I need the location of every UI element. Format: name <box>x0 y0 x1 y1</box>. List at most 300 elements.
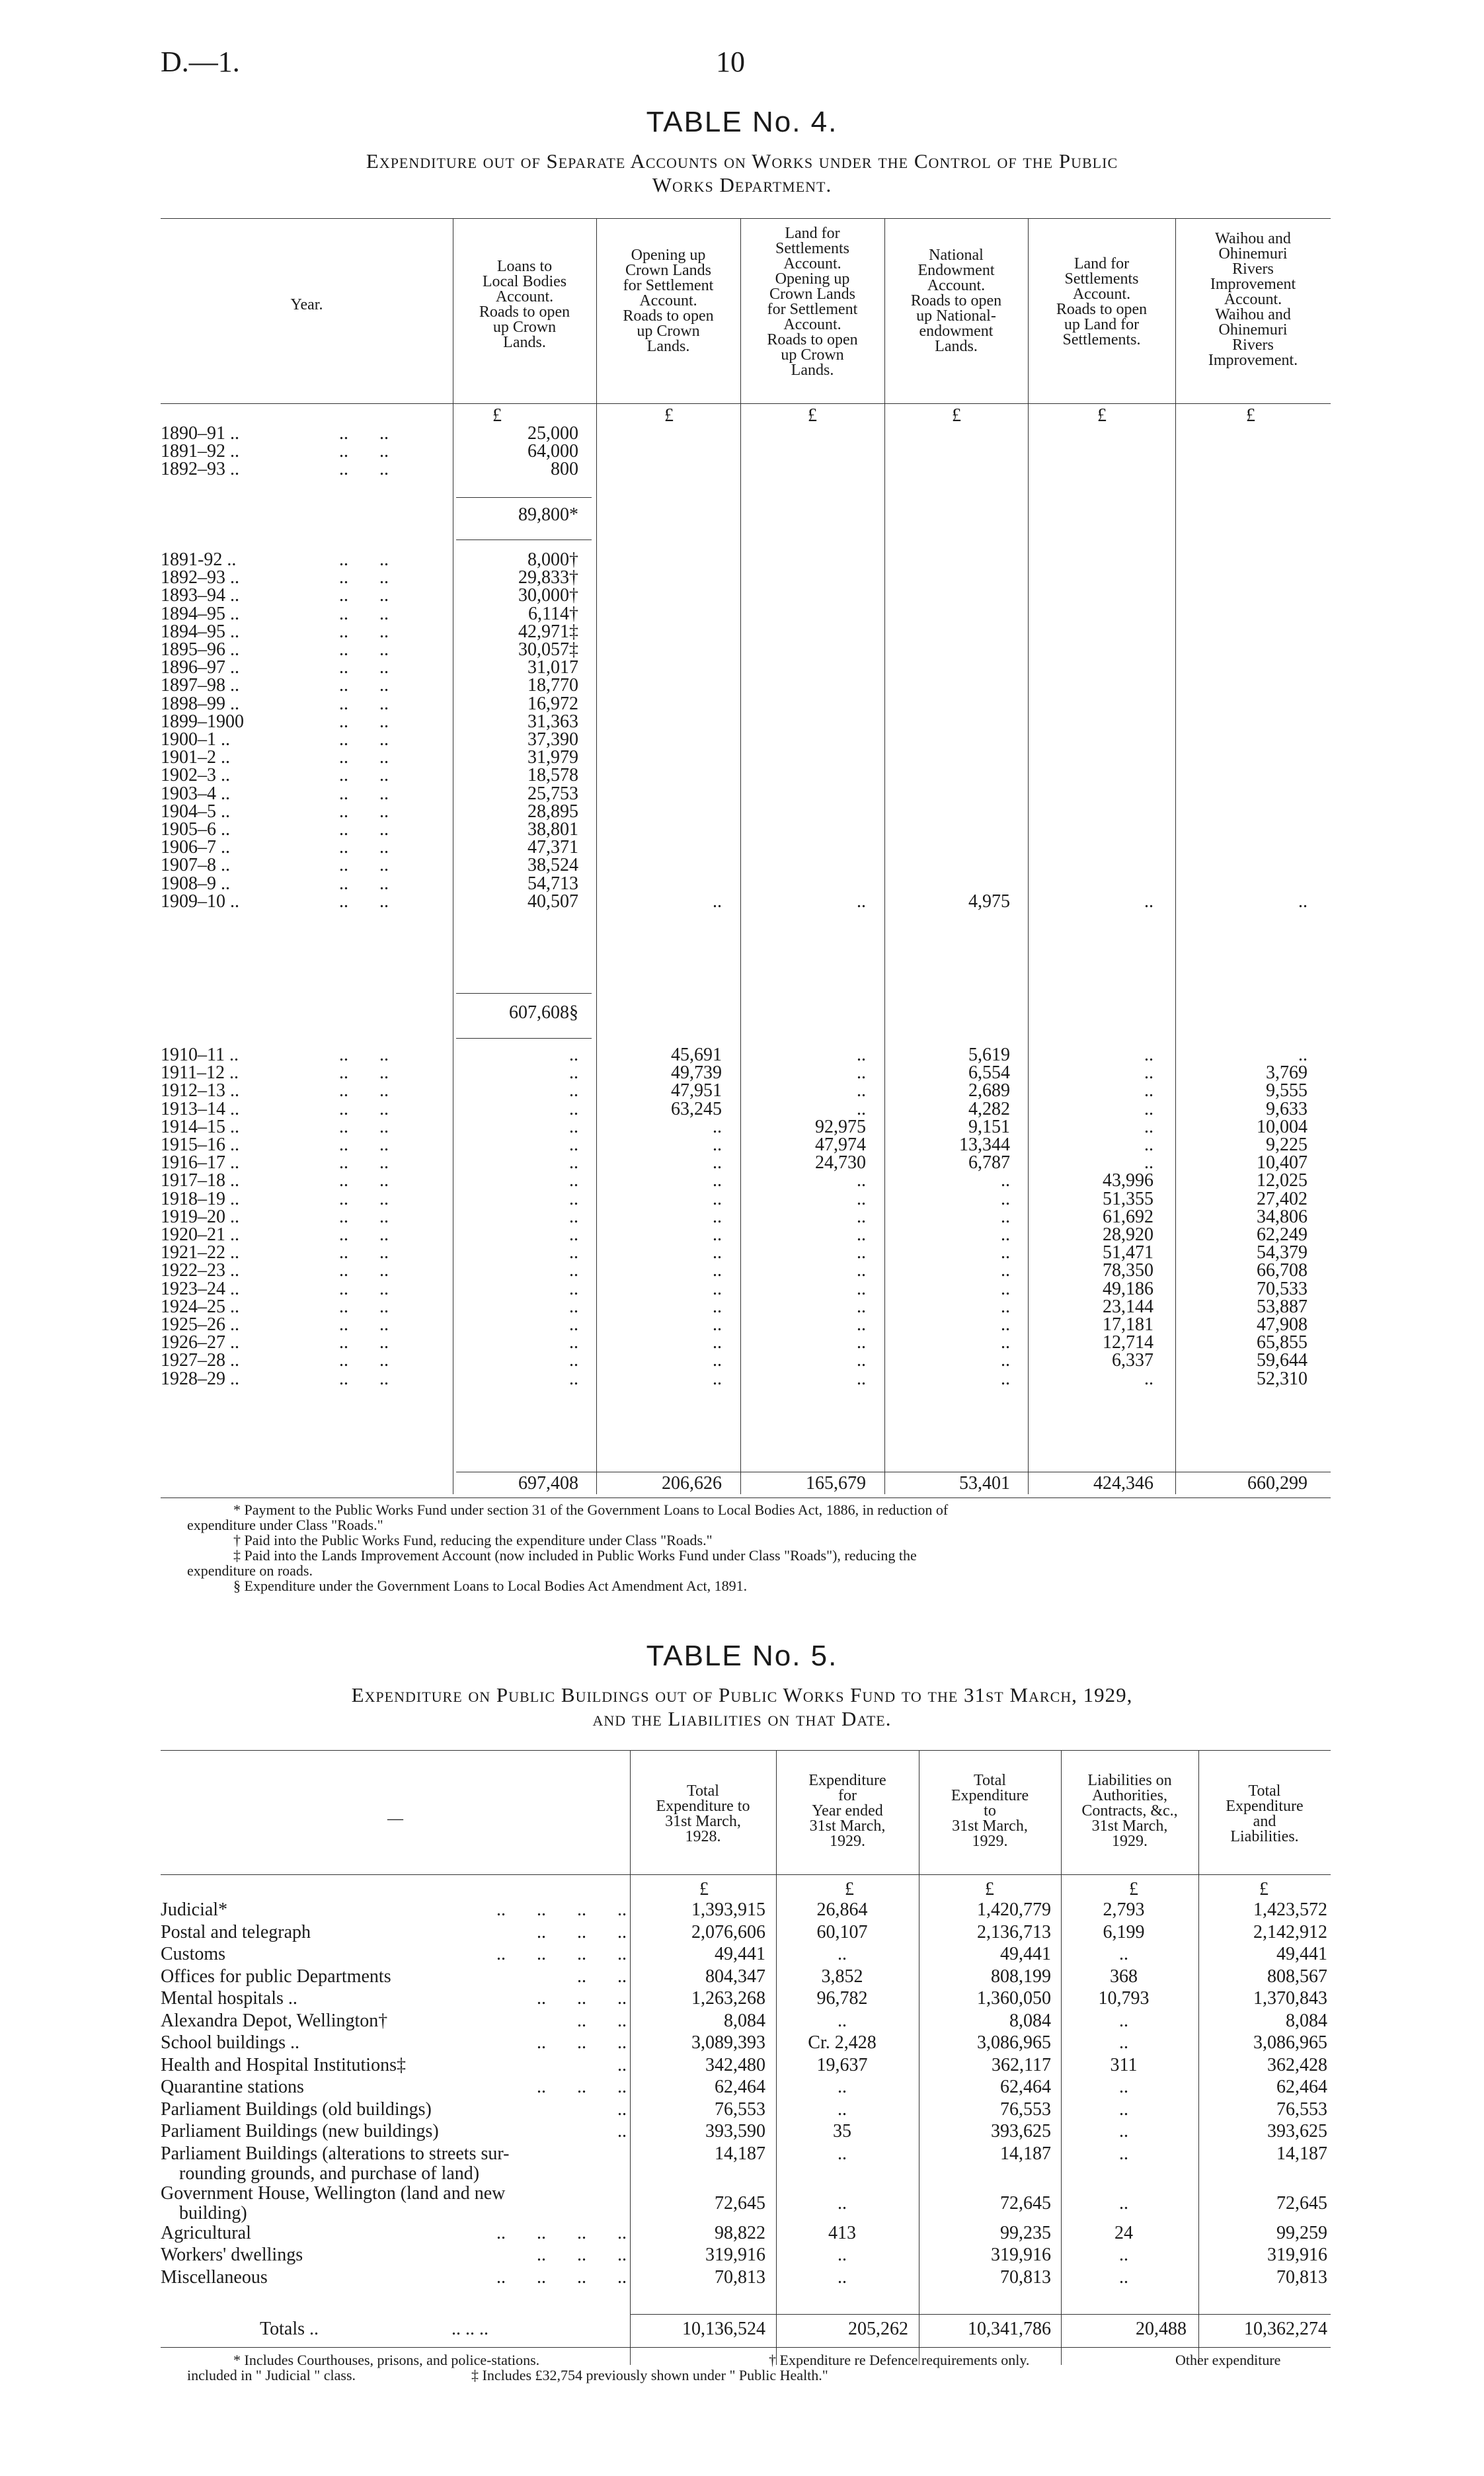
table4-year: 1916–17 .. <box>161 1152 239 1174</box>
table5-footnote-star: * Includes Courthouses, prisons, and police-stations. <box>233 2352 540 2368</box>
table4-year: 1923–24 .. <box>161 1278 239 1299</box>
table4-cell-c4: .. <box>1001 1188 1010 1209</box>
table4-cell-c5: 61,692 <box>1103 1206 1153 1227</box>
table4-cell-c6: 62,249 <box>1257 1224 1308 1245</box>
table4-cell-c2: .. <box>713 1116 722 1137</box>
table5-cell-c4: 24 <box>1114 2222 1133 2243</box>
table5-row-label: Quarantine stations <box>161 2077 304 2097</box>
table5-cell-c2: 26,864 <box>816 1899 868 1920</box>
table5-cell-c5: 14,187 <box>1276 2143 1327 2164</box>
table4-cell-c1: .. <box>569 1116 578 1137</box>
table5-leader-dots: .. .. .. .. <box>496 1944 627 1964</box>
table4-cell-c1: 18,770 <box>527 675 578 696</box>
table5-row-label: Workers' dwellings <box>161 2245 303 2265</box>
table4-row <box>161 893 1331 910</box>
table4-row <box>161 1278 1331 1299</box>
table4-leader-dots: .. .. <box>339 1098 389 1119</box>
table4-row <box>161 875 1331 893</box>
table4-cell-c4: 2,689 <box>968 1080 1010 1101</box>
table4-cell-c1: 18,578 <box>527 765 578 786</box>
table4-leader-dots: .. .. <box>339 1278 389 1299</box>
table4-cell-c6: 53,887 <box>1257 1296 1308 1317</box>
table4-year: 1924–25 .. <box>161 1296 239 1317</box>
table4-cell-c6: .. <box>1298 891 1308 912</box>
table4-cell-c2: .. <box>713 1332 722 1353</box>
table4-year: 1917–18 .. <box>161 1170 239 1191</box>
table4-row <box>161 821 1331 838</box>
table4-subtitle-line2: Works Department. <box>652 173 832 196</box>
table4-cell-c1: .. <box>569 1332 578 1353</box>
table5-row-label: Judicial* <box>161 1899 228 1920</box>
table5-cell-c3: 99,235 <box>1000 2222 1051 2243</box>
table4-subtitle-line1: Expenditure out of Separate Accounts on Works under the Control of the Public <box>366 149 1118 173</box>
table4-year: 1918–19 .. <box>161 1188 239 1209</box>
table5-total-1928: 10,136,524 <box>682 2319 765 2339</box>
table4-row <box>161 857 1331 874</box>
table4-cell-c1: .. <box>569 1350 578 1371</box>
table5-cell-c3: 3,086,965 <box>977 2032 1051 2053</box>
table4-cell-c6: 34,806 <box>1257 1206 1308 1227</box>
table4-leader-dots: .. .. <box>339 801 389 822</box>
table4-cell-c2: .. <box>713 1242 722 1263</box>
table5-head-year-1929: Expenditure for Year ended 31st March, 1929. <box>808 1772 886 1850</box>
table5-cell-c2: .. <box>838 2098 847 2120</box>
table4-cell-c6: 27,402 <box>1257 1188 1308 1209</box>
table4-cell-c1: 42,971‡ <box>518 621 578 642</box>
table4-cell-c4: .. <box>1001 1224 1010 1245</box>
table5-cell-c2: .. <box>838 2143 847 2164</box>
table4-leader-dots: .. .. <box>339 1152 389 1174</box>
table5-cell-c1: 8,084 <box>724 2010 765 2031</box>
table5-cell-c3: 62,464 <box>1000 2077 1051 2097</box>
table4-cell-c5: .. <box>1144 1368 1153 1389</box>
table5-row-label: Government House, Wellington (land and new <box>161 2182 506 2204</box>
table4-cell-c6: 66,708 <box>1257 1260 1308 1281</box>
table4-year: 1904–5 .. <box>161 801 230 822</box>
table4-row <box>161 603 1331 624</box>
table5-leader-dots: .. .. .. <box>537 2032 627 2053</box>
document-ref: D.—1. <box>161 46 240 78</box>
table4-row <box>161 785 1331 803</box>
table4-cell-c1: .. <box>569 1188 578 1209</box>
table5-cell-c4: 10,793 <box>1098 1988 1150 2009</box>
table5-cell-c1: 3,089,393 <box>691 2032 765 2053</box>
table4-year: 1905–6 .. <box>161 819 230 840</box>
table4-footnotes: * Payment to the Public Works Fund under section 31 of the Government Loans to Local Bodies Act, 1886, in reduction of expenditure under Class "Roads." † Paid into the Public Works Fund, reducing the expenditure under Class "Roads." ‡ Paid into the Lands Improvement Account (now included in Public Works Fund under Class "Roads"), reducing the expenditure on roads. § Expenditure under the Government Loans to Local Bodies Act Amendment Act, 1891. <box>187 1502 1337 1593</box>
table4-cell-c2: .. <box>713 1152 722 1174</box>
footnote-section: § Expenditure under the Government Loans to Local Bodies Act Amendment Act, 1891. <box>233 1577 748 1594</box>
table4-year: 1914–15 .. <box>161 1116 239 1137</box>
table5-cell-c3: 14,187 <box>1000 2143 1051 2164</box>
table4-leader-dots: .. .. <box>339 1242 389 1263</box>
table4-year: 1928–29 .. <box>161 1368 239 1389</box>
table4-leader-dots: .. .. <box>339 1296 389 1317</box>
table4-row <box>161 1244 1331 1261</box>
table4-group2-total: 607,608§ <box>509 1002 578 1023</box>
table4-leader-dots: .. .. <box>339 1045 389 1065</box>
table4-leader-dots: .. .. <box>339 747 389 768</box>
table5-head-total-liabilities: Total Expenditure and Liabilities. <box>1226 1782 1304 1845</box>
table4-cell-c1: 800 <box>551 459 578 480</box>
table4-year: 1907–8 .. <box>161 855 230 876</box>
table4-row <box>161 749 1331 766</box>
table5-cell-c4: .. <box>1119 2010 1128 2031</box>
table4-leader-dots: .. .. <box>339 603 389 624</box>
table4-cell-c4: 9,151 <box>968 1116 1010 1137</box>
table5-cell-c5: 393,625 <box>1267 2121 1327 2141</box>
table4-cell-c2: .. <box>713 1314 722 1335</box>
table4-year: 1895–96 .. <box>161 639 239 660</box>
table4-row <box>161 659 1331 676</box>
table5-cell-c5: 1,370,843 <box>1253 1988 1327 2009</box>
table4-leader-dots: .. .. <box>339 711 389 732</box>
table5-cell-c3: 49,441 <box>1000 1944 1051 1964</box>
table5-leader-dots: .. .. .. <box>537 1921 627 1942</box>
table4-cell-c2: .. <box>713 1135 722 1155</box>
table5-cell-c3: 1,420,779 <box>977 1899 1051 1920</box>
table5-cell-c2: .. <box>838 2245 847 2265</box>
table4-cell-c6: 10,407 <box>1257 1152 1308 1174</box>
table5-cell-c2: Cr. 2,428 <box>808 2032 877 2053</box>
table5-cell-c3: 76,553 <box>1000 2098 1051 2120</box>
table4-cell-c1: .. <box>569 1296 578 1317</box>
table4-cell-c1: 31,363 <box>527 711 578 732</box>
table4-leader-dots: .. .. <box>339 1332 389 1353</box>
table4-row <box>161 1064 1331 1082</box>
table4-year: 1922–23 .. <box>161 1260 239 1281</box>
table5-leader-dots: .. <box>617 2121 627 2141</box>
table5-cell-c4: .. <box>1119 2032 1128 2053</box>
table4-head-national-endowment: National Endowment Account. Roads to open up National- endowment Lands. <box>910 247 1002 355</box>
table4-cell-c1: .. <box>569 1170 578 1191</box>
table4-leader-dots: .. .. <box>339 423 389 444</box>
table5-leader-dots: .. .. .. <box>537 2077 627 2097</box>
table5-leader-dots: .. .. <box>577 1966 627 1987</box>
table4-year: 1898–99 .. <box>161 693 239 714</box>
table4-leader-dots: .. .. <box>339 1260 389 1281</box>
table4-leader-dots: .. .. <box>339 837 389 858</box>
table4-head-crown-lands: Opening up Crown Lands for Settlement Account. Roads to open up Crown Lands. <box>623 247 714 355</box>
table4-cell-c1: 38,524 <box>527 855 578 876</box>
table4-row <box>161 803 1331 820</box>
table4-cell-c1: 30,057‡ <box>518 639 578 660</box>
table4-cell-c4: .. <box>1001 1296 1010 1317</box>
table4-row <box>161 1226 1331 1244</box>
table4-cell-c4: .. <box>1001 1278 1010 1299</box>
table5-leader-dots: .. .. .. .. <box>496 1899 627 1920</box>
table4-row <box>161 677 1331 694</box>
table4-year: 1913–14 .. <box>161 1098 239 1119</box>
table4-cell-c4: .. <box>1001 1350 1010 1371</box>
table4-year: 1926–27 .. <box>161 1332 239 1353</box>
table5-cell-c5: 1,423,572 <box>1253 1899 1327 1920</box>
table4-leader-dots: .. .. <box>339 1062 389 1084</box>
table5-cell-c3: 393,625 <box>991 2121 1051 2141</box>
table4-year: 1890–91 .. <box>161 423 239 444</box>
table5-row-label: Alexandra Depot, Wellington† <box>161 2010 388 2031</box>
table4-leader-dots: .. .. <box>339 1314 389 1335</box>
table4-cell-c2: .. <box>713 1368 722 1389</box>
table5-cell-c5: 362,428 <box>1267 2054 1327 2075</box>
table4-cell-c2: 47,951 <box>671 1080 722 1101</box>
table5-subtitle-line2: and the Liabilities on that Date. <box>592 1707 892 1730</box>
table4-cell-c6: 3,769 <box>1266 1062 1308 1084</box>
table4-cell-c2: .. <box>713 1260 722 1281</box>
table5-leader-dots: .. .. .. .. <box>496 2222 627 2243</box>
table4-cell-c4: .. <box>1001 1368 1010 1389</box>
table4-year: 1925–26 .. <box>161 1314 239 1335</box>
table4-head-loans: Loans to Local Bodies Account. Roads to open up Crown Lands. <box>479 258 570 351</box>
table4-cell-c6: 10,004 <box>1257 1116 1308 1137</box>
table4-row <box>161 551 1331 569</box>
table4-year: 1903–4 .. <box>161 783 230 804</box>
table4-cell-c6: 47,908 <box>1257 1314 1308 1335</box>
table5-row-label-cont: rounding grounds, and purchase of land) <box>179 2163 480 2184</box>
table4-cell-c1: .. <box>569 1045 578 1065</box>
table4-cell-c2: .. <box>713 891 722 912</box>
table4-year: 1920–21 .. <box>161 1224 239 1245</box>
table5-cell-c4: 2,793 <box>1103 1899 1145 1920</box>
table4-cell-c1: 28,895 <box>527 801 578 822</box>
table4-row <box>161 767 1331 784</box>
table4-row <box>161 1316 1331 1334</box>
table5-cell-c3: 1,360,050 <box>977 1988 1051 2009</box>
table4-cell-c6: 9,633 <box>1266 1098 1308 1119</box>
table4-cell-c1: 25,000 <box>527 423 578 444</box>
table4-cell-c4: .. <box>1001 1206 1010 1227</box>
table5-head-total-1929: Total Expenditure to 31st March, 1929. <box>951 1772 1029 1850</box>
table4-row <box>161 693 1331 714</box>
table4-leader-dots: .. .. <box>339 459 389 480</box>
table4-cell-c3: .. <box>857 1045 866 1065</box>
table4-cell-c1: 29,833† <box>518 567 578 588</box>
table4-leader-dots: .. .. <box>339 657 389 678</box>
table4-cell-c5: 49,186 <box>1103 1278 1153 1299</box>
table5-row-label: Parliament Buildings (new buildings) <box>161 2121 439 2141</box>
table4-year: 1915–16 .. <box>161 1135 239 1155</box>
table4-year: 1894–95 .. <box>161 621 239 642</box>
table4-cell-c3: .. <box>857 1188 866 1209</box>
table4-cell-c5: .. <box>1144 1080 1153 1101</box>
table4-row <box>161 1082 1331 1099</box>
table4-row <box>161 425 1331 442</box>
table4-cell-c4: .. <box>1001 1314 1010 1335</box>
table4-cell-c4: 6,554 <box>968 1062 1010 1084</box>
table4-cell-c1: 37,390 <box>527 729 578 750</box>
table4-cell-c3: 47,974 <box>815 1135 866 1155</box>
table5-cell-c2: 19,637 <box>816 2054 868 2075</box>
table5-cell-c1: 98,822 <box>715 2222 765 2243</box>
table5-title: TABLE No. 5. <box>646 1640 838 1672</box>
table5-head-liabilities: Liabilities on Authorities, Contracts, &c., 31st March, 1929. <box>1081 1772 1178 1850</box>
table5-cell-c5: 99,259 <box>1276 2222 1327 2243</box>
table4-total-loans: 697,408 <box>518 1473 578 1494</box>
table5-head-total-1928: Total Expenditure to 31st March, 1928. <box>656 1782 750 1845</box>
table4-year: 1892–93 .. <box>161 567 239 588</box>
table4-cell-c1: .. <box>569 1260 578 1281</box>
table5-cell-c4: .. <box>1119 2266 1128 2288</box>
table4-cell-c1: .. <box>569 1135 578 1155</box>
table4-subtitle <box>99 149 1385 197</box>
table4-cell-c4: 6,787 <box>968 1152 1010 1174</box>
table5-cell-c1: 1,393,915 <box>691 1899 765 1920</box>
table5-totals-label: Totals .. <box>260 2319 319 2339</box>
table4-cell-c3: .. <box>857 1206 866 1227</box>
table4-year: 1902–3 .. <box>161 765 230 786</box>
table4-row <box>161 1262 1331 1279</box>
table4-total-crown-lands: 206,626 <box>662 1473 722 1494</box>
table4-leader-dots: .. .. <box>339 1135 389 1155</box>
table5-cell-c4: 6,199 <box>1103 1921 1145 1942</box>
table4-row <box>161 731 1331 748</box>
table4-cell-c2: .. <box>713 1188 722 1209</box>
table4-cell-c1: .. <box>569 1152 578 1174</box>
table4-row <box>161 1047 1331 1064</box>
table4-cell-c5: .. <box>1144 1045 1153 1065</box>
table4-row <box>161 1137 1331 1154</box>
table5-leader-dots: .. .. .. <box>537 1988 627 2009</box>
table4-cell-c6: 52,310 <box>1257 1368 1308 1389</box>
table4-row <box>161 587 1331 604</box>
table4-row <box>161 1352 1331 1369</box>
table4-year: 1908–9 .. <box>161 873 230 894</box>
table5-leader-dots: .. <box>617 2098 627 2120</box>
table5-head-desc: — <box>387 1810 403 1827</box>
table4-cell-c5: .. <box>1144 1116 1153 1137</box>
table4-cell-c3: .. <box>857 1170 866 1191</box>
table4-head-year: Year. <box>290 296 323 313</box>
table4-cell-c1: 64,000 <box>527 441 578 462</box>
table4-row <box>161 461 1331 478</box>
table4-row <box>161 443 1331 460</box>
table4-cell-c1: .. <box>569 1224 578 1245</box>
table4-head-land-settlements-crown: Land for Settlements Account. Opening up Crown Lands for Settlement Account. Roads to open up Crown Lands. <box>767 225 858 379</box>
table5-row-label: Parliament Buildings (alterations to streets sur- <box>161 2143 510 2164</box>
table5-cell-c1: 72,645 <box>715 2192 765 2214</box>
table4-leader-dots: .. .. <box>339 693 389 714</box>
table4-leader-dots: .. .. <box>339 1206 389 1227</box>
table5-cell-c1: 62,464 <box>715 2077 765 2097</box>
table4-cell-c5: .. <box>1144 1098 1153 1119</box>
table5-cell-c1: 76,553 <box>715 2098 765 2120</box>
table4-cell-c5: 6,337 <box>1112 1350 1153 1371</box>
table4-cell-c1: .. <box>569 1278 578 1299</box>
table4-cell-c4: .. <box>1001 1332 1010 1353</box>
table5-row-label: Offices for public Departments <box>161 1966 391 1987</box>
table4-row <box>161 1098 1331 1119</box>
table5-leader-dots: .. <box>617 2054 627 2075</box>
footnote-dagger: † Paid into the Public Works Fund, reducing the expenditure under Class "Roads." <box>233 1532 713 1548</box>
table5-cell-c5: 319,916 <box>1267 2245 1327 2265</box>
table4-cell-c4: .. <box>1001 1260 1010 1281</box>
table4-cell-c5: 12,714 <box>1103 1332 1153 1353</box>
table4-leader-dots: .. .. <box>339 855 389 876</box>
table5-cell-c3: 362,117 <box>992 2054 1051 2075</box>
table4-cell-c6: 9,555 <box>1266 1080 1308 1101</box>
table4-cell-c4: 4,282 <box>968 1098 1010 1119</box>
table5-cell-c5: 2,142,912 <box>1253 1921 1327 1942</box>
table4-cell-c6: 9,225 <box>1266 1135 1308 1155</box>
table4-head-land-settlements: Land for Settlements Account. Roads to open up Land for Settlements. <box>1056 255 1148 348</box>
table4-cell-c4: 5,619 <box>968 1045 1010 1065</box>
table5-footnote-other: Other expenditure <box>1175 2352 1281 2368</box>
table5-leader-dots: .. .. <box>577 2010 627 2031</box>
table4-total-land-settlements-crown: 165,679 <box>806 1473 866 1494</box>
table5-cell-c4: .. <box>1119 2245 1128 2265</box>
table5-cell-c4: .. <box>1119 2143 1128 2164</box>
table4-cell-c3: 92,975 <box>815 1116 866 1137</box>
table4-leader-dots: .. .. <box>339 1170 389 1191</box>
table5-cell-c2: 60,107 <box>816 1921 868 1942</box>
table5-row-label: Mental hospitals .. <box>161 1988 297 2009</box>
table5-cell-c5: 808,567 <box>1267 1966 1327 1987</box>
table4-row <box>161 1188 1331 1209</box>
table4-cell-c2: 45,691 <box>671 1045 722 1065</box>
table4-year: 1897–98 .. <box>161 675 239 696</box>
table4-row <box>161 1298 1331 1316</box>
table4-row <box>161 1154 1331 1172</box>
table4-leader-dots: .. .. <box>339 873 389 894</box>
table4-cell-c2: 49,739 <box>671 1062 722 1084</box>
table5-total-1929: 10,341,786 <box>968 2319 1051 2339</box>
table4-leader-dots: .. .. <box>339 675 389 696</box>
table5-cell-c3: 319,916 <box>991 2245 1051 2265</box>
table4-cell-c6: 59,644 <box>1257 1350 1308 1371</box>
table5-footnote-dagger: † Expenditure re Defence requirements only. <box>769 2352 1030 2368</box>
table4-cell-c2: 63,245 <box>671 1098 722 1119</box>
table5-total-all: 10,362,274 <box>1244 2319 1327 2339</box>
table5-cell-c2: .. <box>838 2266 847 2288</box>
table5-cell-c4: .. <box>1119 1944 1128 1964</box>
table4-total-national-endowment: 53,401 <box>959 1473 1010 1494</box>
table4-cell-c4: 4,975 <box>968 891 1010 912</box>
table4-cell-c3: .. <box>857 1314 866 1335</box>
table4-cell-c1: 8,000† <box>527 549 578 570</box>
table5-row-label: Agricultural <box>161 2222 251 2243</box>
table4-year: 1921–22 .. <box>161 1242 239 1263</box>
table5-cell-c4: .. <box>1119 2121 1128 2141</box>
table4-cell-c6: 12,025 <box>1257 1170 1308 1191</box>
table4-cell-c6: 54,379 <box>1257 1242 1308 1263</box>
table4-row <box>161 839 1331 856</box>
table4-cell-c1: 47,371 <box>527 837 578 858</box>
table5-leader-dots: .. .. .. .. <box>496 2266 627 2288</box>
table4-leader-dots: .. .. <box>339 1188 389 1209</box>
table4-cell-c1: .. <box>569 1368 578 1389</box>
table4-cell-c3: .. <box>857 1242 866 1263</box>
table5-cell-c1: 319,916 <box>705 2245 765 2265</box>
table5-cell-c3: 8,084 <box>1009 2010 1051 2031</box>
table4-cell-c2: .. <box>713 1350 722 1371</box>
table4-year: 1901–2 .. <box>161 747 230 768</box>
table4-cell-c1: .. <box>569 1314 578 1335</box>
table4-leader-dots: .. .. <box>339 1224 389 1245</box>
table4-year: 1892–93 .. <box>161 459 239 480</box>
table4-cell-c6: .. <box>1298 1045 1308 1065</box>
table5-cell-c5: 3,086,965 <box>1253 2032 1327 2053</box>
table5-cell-c5: 70,813 <box>1276 2266 1327 2288</box>
table5-leader-dots: .. .. .. <box>537 2245 627 2265</box>
table4-row <box>161 623 1331 641</box>
table5-row-label: Parliament Buildings (old buildings) <box>161 2098 432 2120</box>
table4-year: 1891-92 .. <box>161 549 237 570</box>
table4-cell-c5: .. <box>1144 1135 1153 1155</box>
table5-row-label: School buildings .. <box>161 2032 300 2053</box>
table4-year: 1899–1900 <box>161 711 244 732</box>
table4-leader-dots: .. .. <box>339 765 389 786</box>
table4-year: 1912–13 .. <box>161 1080 239 1101</box>
table4-cell-c5: 51,471 <box>1103 1242 1153 1263</box>
